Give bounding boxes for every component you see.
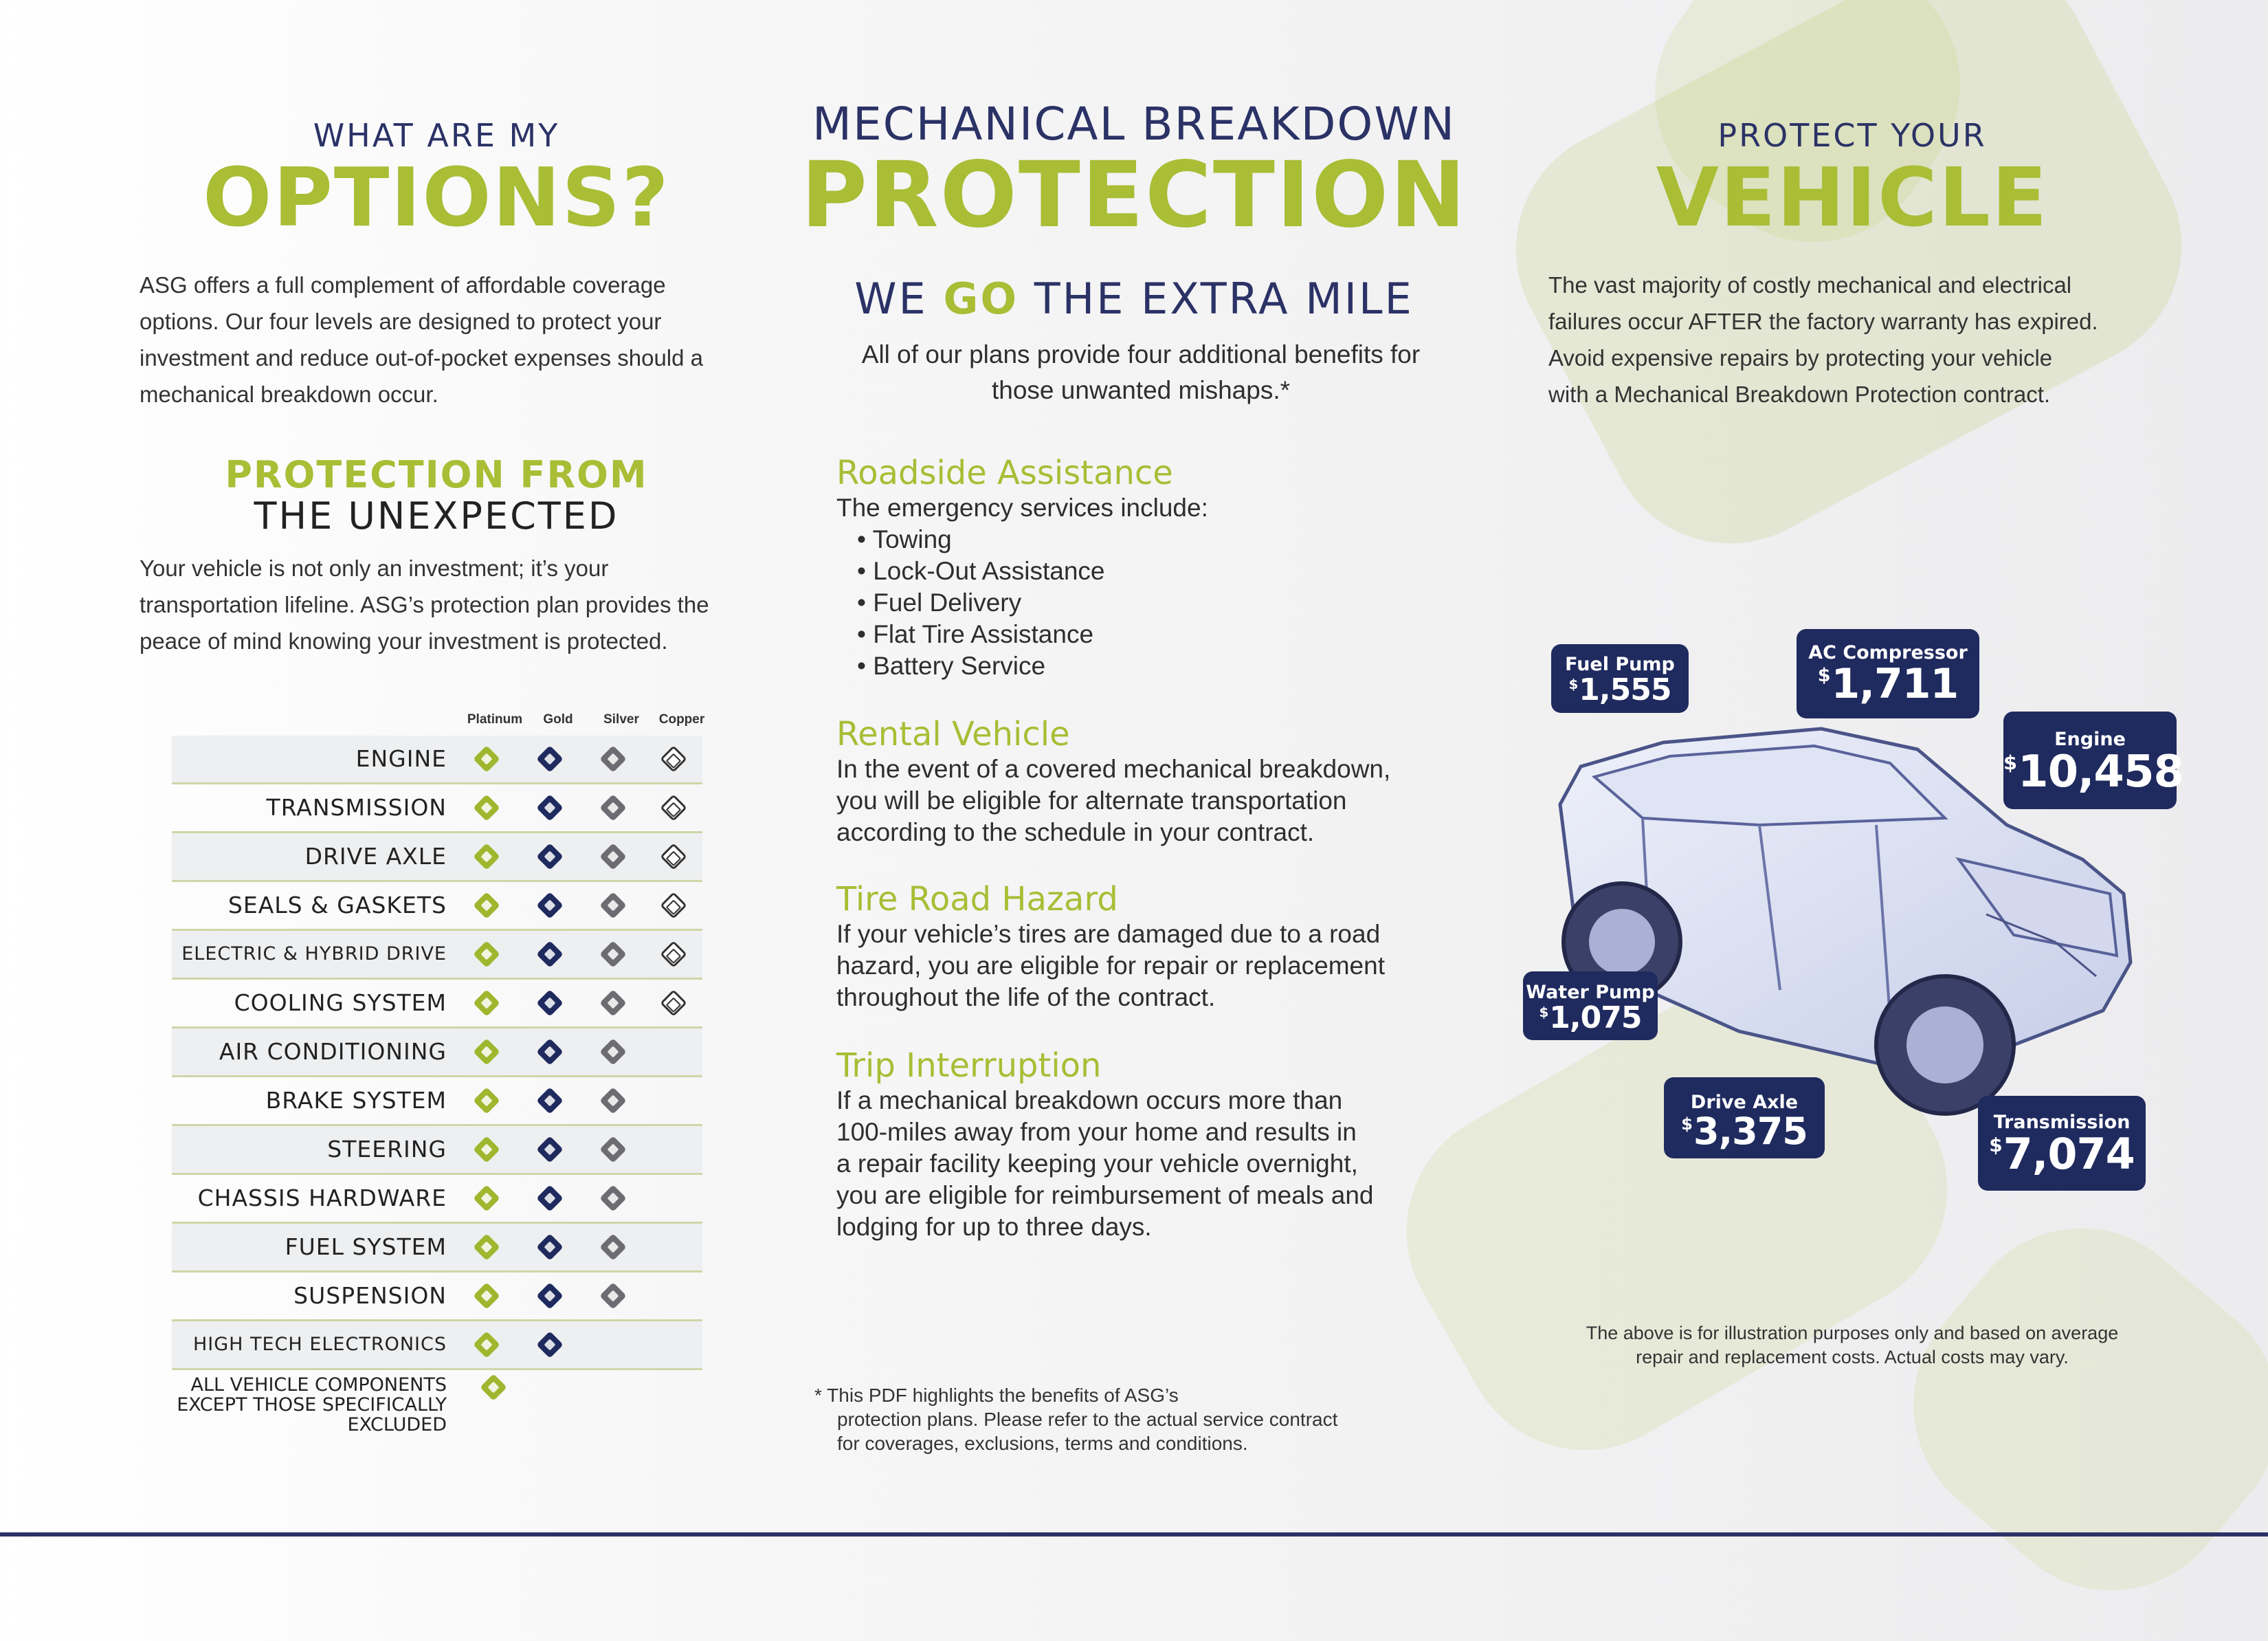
platinum-coverage-icon: [473, 1185, 500, 1212]
component-label: STEERING: [327, 1136, 447, 1163]
rental-section: Rental Vehicle In the event of a covered mechanical breakdown, you will be eligible for alternate transportation according to the schedule in your contract.: [836, 715, 1391, 846]
copper-coverage-icon: [660, 892, 687, 919]
table-row: [172, 1077, 702, 1126]
component-label: BRAKE SYSTEM: [265, 1087, 447, 1114]
gold-coverage-icon: [536, 1282, 564, 1310]
list-item: • Lock-Out Assistance: [857, 557, 1105, 585]
silver-coverage-icon: [599, 1233, 627, 1261]
silver-coverage-icon: [599, 1136, 627, 1163]
footnote: * This PDF highlights the benefits of ASG’s protection plans. Please refer to the actual service contract for coverages, exclusions, terms and conditions.: [814, 1385, 1338, 1454]
platinum-coverage-icon: [473, 1136, 500, 1163]
options-intro: ASG offers a full complement of affordable coverage options. Our four levels are designed to protect your investment and reduce out-of-pocket expenses should a mechanical breakdown occur.: [140, 272, 704, 407]
gold-coverage-icon: [536, 1331, 564, 1358]
all-components-label: ALL VEHICLE COMPONENTS EXCEPT THOSE SPECIFICALLY EXCLUDED: [177, 1374, 447, 1435]
gold-coverage-icon: [536, 745, 564, 773]
table-row: [172, 1175, 702, 1224]
silver-coverage-icon: [599, 843, 627, 870]
protection-body: Your vehicle is not only an investment; it’s your transportation lifeline. ASG’s protection plan provides the peace of mind knowing your investment is protected.: [140, 555, 709, 654]
coverage-table: [172, 736, 702, 1370]
component-label: TRANSMISSION: [266, 794, 447, 821]
engine-cost-badge: Engine $10,458: [2003, 712, 2177, 809]
header-silver: Silver: [603, 712, 639, 727]
component-label: SEALS & GASKETS: [227, 892, 447, 918]
component-label: AIR CONDITIONING: [219, 1038, 447, 1065]
silver-coverage-icon: [599, 1087, 627, 1114]
gold-coverage-icon: [536, 794, 564, 822]
table-row: [172, 1273, 702, 1321]
silver-coverage-icon: [599, 1038, 627, 1066]
copper-coverage-icon: [660, 794, 687, 822]
options-title: OPTIONS?: [203, 150, 670, 245]
vehicle-title: VEHICLE: [1656, 150, 2049, 245]
list-item: • Flat Tire Assistance: [857, 620, 1094, 648]
tire-section: Tire Road Hazard If your vehicle’s tires are damaged due to a road hazard, you are eligible for repair or replacement throughout the life of the contract.: [836, 880, 1385, 1011]
gold-coverage-icon: [536, 1233, 564, 1261]
header-platinum: Platinum: [467, 712, 523, 727]
ac-compressor-cost-badge: AC Compressor $1,711: [1797, 629, 1979, 718]
table-row: [172, 1224, 702, 1273]
table-row: [172, 931, 702, 980]
transmission-cost-badge: Transmission $7,074: [1978, 1096, 2146, 1191]
mbp-title: PROTECTION: [801, 142, 1467, 248]
table-row: [172, 833, 702, 882]
component-label: DRIVE AXLE: [304, 843, 447, 870]
copper-coverage-icon: [660, 989, 687, 1017]
component-label: CHASSIS HARDWARE: [197, 1185, 447, 1211]
tagline: WE GO THE EXTRA MILE: [854, 274, 1414, 324]
platinum-coverage-icon: [473, 1282, 500, 1310]
gold-coverage-icon: [536, 1185, 564, 1212]
table-row: [172, 882, 702, 931]
gold-coverage-icon: [536, 843, 564, 870]
table-row: [172, 736, 702, 784]
roadside-section: Roadside Assistance The emergency services include: • Towing • Lock-Out Assistance • Fuel Delivery • Flat Tire Assistance • Battery Service: [836, 454, 1455, 682]
component-label: ELECTRIC & HYBRID DRIVE: [181, 943, 447, 965]
component-label: ENGINE: [355, 745, 447, 772]
silver-coverage-icon: [599, 989, 627, 1017]
silver-coverage-icon: [599, 794, 627, 822]
water-pump-cost-badge: Water Pump $1,075: [1523, 971, 1658, 1040]
vehicle-kicker: PROTECT YOUR: [1717, 117, 1987, 154]
mbp-kicker: MECHANICAL BREAKDOWN: [812, 98, 1456, 151]
silver-coverage-icon: [599, 892, 627, 919]
silver-coverage-icon: [599, 745, 627, 773]
platinum-coverage-icon: [473, 794, 500, 822]
platinum-coverage-icon: [473, 892, 500, 919]
benefits-intro: All of our plans provide four additional benefits for those unwanted mishaps.*: [861, 340, 1421, 404]
platinum-coverage-icon: [473, 843, 500, 870]
table-row: [172, 1126, 702, 1175]
platinum-coverage-icon: [473, 1087, 500, 1114]
platinum-coverage-icon: [473, 1331, 500, 1358]
header-copper: Copper: [658, 712, 705, 727]
copper-coverage-icon: [660, 843, 687, 870]
component-label: SUSPENSION: [293, 1282, 447, 1309]
cost-disclaimer: The above is for illustration purposes only and based on average repair and replacement costs. Actual costs may vary.: [1586, 1323, 2119, 1367]
platinum-coverage-icon: [473, 940, 500, 968]
platinum-coverage-icon: [473, 989, 500, 1017]
silver-coverage-icon: [599, 1282, 627, 1310]
platinum-coverage-icon: [473, 745, 500, 773]
vehicle-intro: The vast majority of costly mechanical and electrical failures occur AFTER the factory warranty has expired. Avoid expensive repairs by protecting your vehicle with a Mechanical Breakdown Protection contract.: [1548, 272, 2098, 407]
copper-coverage-icon: [660, 940, 687, 968]
table-row: [172, 1028, 702, 1077]
gold-coverage-icon: [536, 1087, 564, 1114]
header-gold: Gold: [543, 712, 573, 727]
bottom-rule: [0, 1532, 2268, 1537]
table-row: [172, 784, 702, 833]
gold-coverage-icon: [536, 1136, 564, 1163]
list-item: • Towing: [857, 525, 952, 553]
component-label: COOLING SYSTEM: [234, 989, 447, 1016]
trip-section: Trip Interruption If a mechanical breakdown occurs more than 100-miles away from your home and results in a repair facility keeping your vehicle overnight, you are eligible for reimbursement of meals and lodging for up to three days.: [836, 1046, 1374, 1241]
silver-coverage-icon: [599, 1185, 627, 1212]
table-row: [172, 1321, 702, 1370]
copper-coverage-icon: [660, 745, 687, 773]
gold-coverage-icon: [536, 892, 564, 919]
component-label: HIGH TECH ELECTRONICS: [192, 1334, 447, 1355]
platinum-coverage-icon: [473, 1038, 500, 1066]
platinum-coverage-icon: [480, 1374, 507, 1401]
list-item: • Fuel Delivery: [857, 588, 1022, 617]
options-kicker: WHAT ARE MY: [313, 117, 560, 154]
drive-axle-cost-badge: Drive Axle $3,375: [1664, 1077, 1825, 1158]
platinum-coverage-icon: [473, 1233, 500, 1261]
fuel-pump-cost-badge: Fuel Pump $1,555: [1551, 644, 1689, 713]
gold-coverage-icon: [536, 1038, 564, 1066]
gold-coverage-icon: [536, 940, 564, 968]
list-item: • Battery Service: [857, 652, 1046, 680]
silver-coverage-icon: [599, 940, 627, 968]
protection-heading: PROTECTION FROM THE UNEXPECTED: [225, 453, 648, 538]
gold-coverage-icon: [536, 989, 564, 1017]
component-label: FUEL SYSTEM: [285, 1233, 447, 1260]
table-row: [172, 980, 702, 1028]
